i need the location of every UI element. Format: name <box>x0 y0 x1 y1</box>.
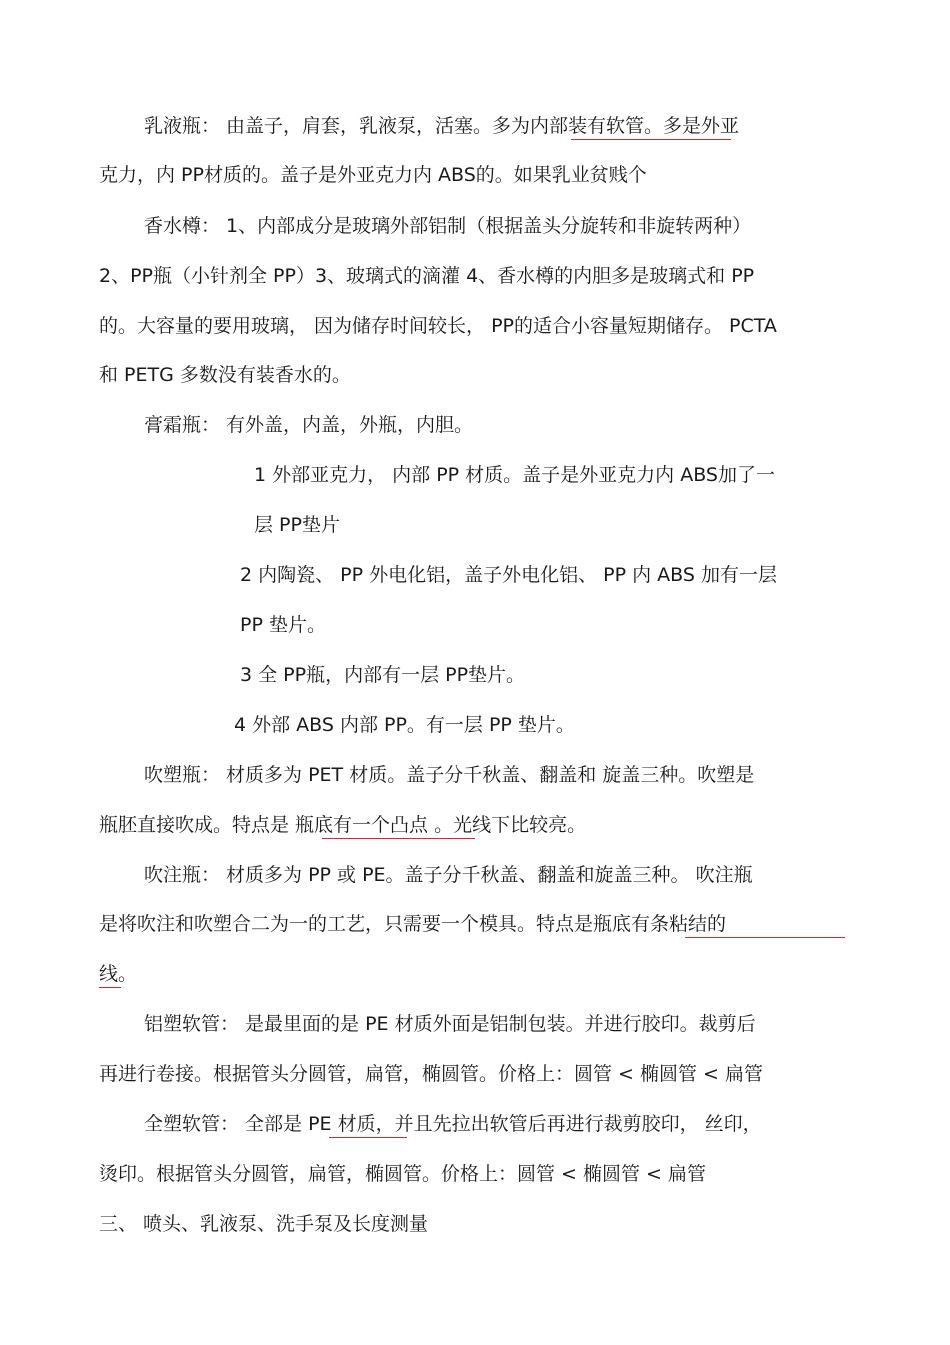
red-underline <box>571 139 731 140</box>
text-line: 线。 <box>99 963 138 985</box>
text-line: PP 垫片。 <box>240 614 326 636</box>
text-line: 膏霜瓶： 有外盖，内盖，外瓶，内胆。 <box>144 414 474 436</box>
text-line: 2 内陶瓷、 PP 外电化铝，盖子外电化铝、 PP 内 ABS 加有一层 <box>240 564 777 586</box>
red-underline <box>329 1137 407 1138</box>
text-line: 乳液瓶： 由盖子，肩套，乳液泵，活塞。多为内部装有软管。多是外亚 <box>144 115 740 137</box>
red-underline <box>685 937 845 938</box>
text-line: 4 外部 ABS 内部 PP。有一层 PP 垫片。 <box>234 714 575 736</box>
text-line: 3 全 PP瓶，内部有一层 PP垫片。 <box>240 664 526 686</box>
section-heading: 三、 喷头、乳液泵、洗手泵及长度测量 <box>99 1213 429 1235</box>
text-line: 烫印。根据管头分圆管，扁管，椭圆管。价格上：圆管 < 椭圆管 < 扁管 <box>99 1163 706 1185</box>
text-line: 和 PETG 多数没有装香水的。 <box>99 364 351 386</box>
text-line: 瓶胚直接吹成。特点是 瓶底有一个凸点 。光线下比较亮。 <box>99 814 587 836</box>
text-line: 吹注瓶： 材质多为 PP 或 PE。盖子分千秋盖、翻盖和旋盖三种。 吹注瓶 <box>144 864 753 886</box>
text-line: 是将吹注和吹塑合二为一的工艺，只需要一个模具。特点是瓶底有条粘结的 <box>99 913 727 935</box>
text-line: 再进行卷接。根据管头分圆管，扁管，椭圆管。价格上：圆管 < 椭圆管 < 扁管 <box>99 1063 763 1085</box>
text-line: 1 外部亚克力， 内部 PP 材质。盖子是外亚克力内 ABS加了一 <box>254 464 775 486</box>
text-line: 香水樽： 1、内部成分是玻璃外部铝制（根据盖头分旋转和非旋转两种） <box>144 215 752 237</box>
text-line: 层 PP垫片 <box>254 514 340 536</box>
text-line: 2、PP瓶（小针剂全 PP）3、玻璃式的滴灌 4、香水樽的内胆多是玻璃式和 PP <box>99 265 755 287</box>
text-line: 的。大容量的要用玻璃， 因为储存时间较长， PP的适合小容量短期储存。 PCTA <box>99 315 777 337</box>
text-line: 全塑软管： 全部是 PE 材质，并且先拉出软管后再进行裁剪胶印， 丝印， <box>144 1113 762 1135</box>
text-line: 克力，内 PP材质的。盖子是外亚克力内 ABS的。如果乳业贫贱个 <box>99 164 647 186</box>
text-line: 铝塑软管： 是最里面的是 PE 材质外面是铝制包装。并进行胶印。裁剪后 <box>144 1013 756 1035</box>
text-line: 吹塑瓶： 材质多为 PET 材质。盖子分千秋盖、翻盖和 旋盖三种。吹塑是 <box>144 764 755 786</box>
red-underline <box>99 987 121 988</box>
red-underline <box>322 838 475 839</box>
